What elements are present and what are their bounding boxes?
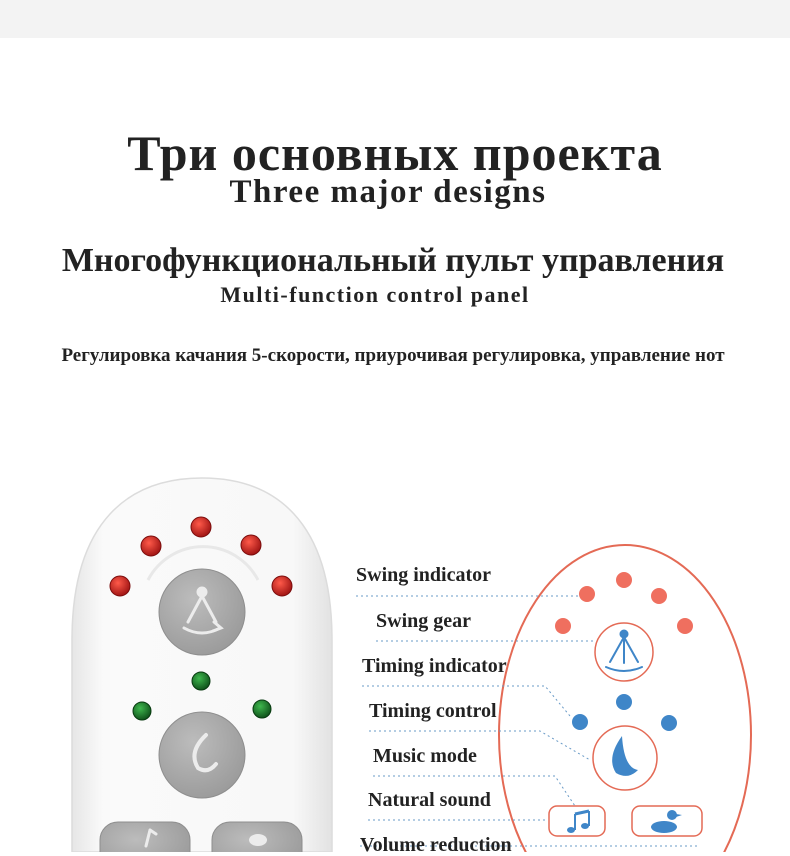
swing-led — [272, 576, 292, 596]
diagram-music-button — [549, 806, 605, 836]
swing-led — [141, 536, 161, 556]
timing-led — [133, 702, 151, 720]
timing-led — [192, 672, 210, 690]
diagram-timing-icon — [593, 726, 657, 790]
section-title-english: Multi-function control panel — [220, 282, 530, 307]
top-band — [0, 0, 790, 38]
label-natural-sound: Natural sound — [368, 789, 491, 811]
section-title: Многофункциональный пульт управления — [61, 242, 725, 279]
music-button[interactable] — [100, 822, 190, 852]
timing-button[interactable] — [159, 712, 245, 798]
swing-led — [110, 576, 130, 596]
bird-icon — [249, 834, 267, 846]
swing-led — [191, 517, 211, 537]
label-music-mode: Music mode — [373, 745, 477, 767]
remote-illustration — [0, 420, 790, 852]
page-title: Три основных проекта — [127, 125, 663, 181]
diagram-swing-icon — [595, 623, 653, 681]
feature-description: Регулировка качания 5-скорости, приурочивая регулировка, управление нот — [61, 345, 725, 366]
label-volume-reduction: Volume reduction — [360, 834, 512, 856]
nature-button[interactable] — [212, 822, 302, 852]
diagram-nature-button — [632, 806, 702, 836]
label-swing-indicator: Swing indicator — [356, 564, 492, 586]
page-title-english: Three major designs — [229, 174, 547, 210]
label-swing-gear: Swing gear — [376, 610, 471, 632]
timing-led — [253, 700, 271, 718]
label-timing-indicator: Timing indicator — [362, 655, 507, 677]
swing-led — [241, 535, 261, 555]
swing-button[interactable] — [159, 569, 245, 655]
label-timing-control: Timing control — [369, 700, 497, 722]
